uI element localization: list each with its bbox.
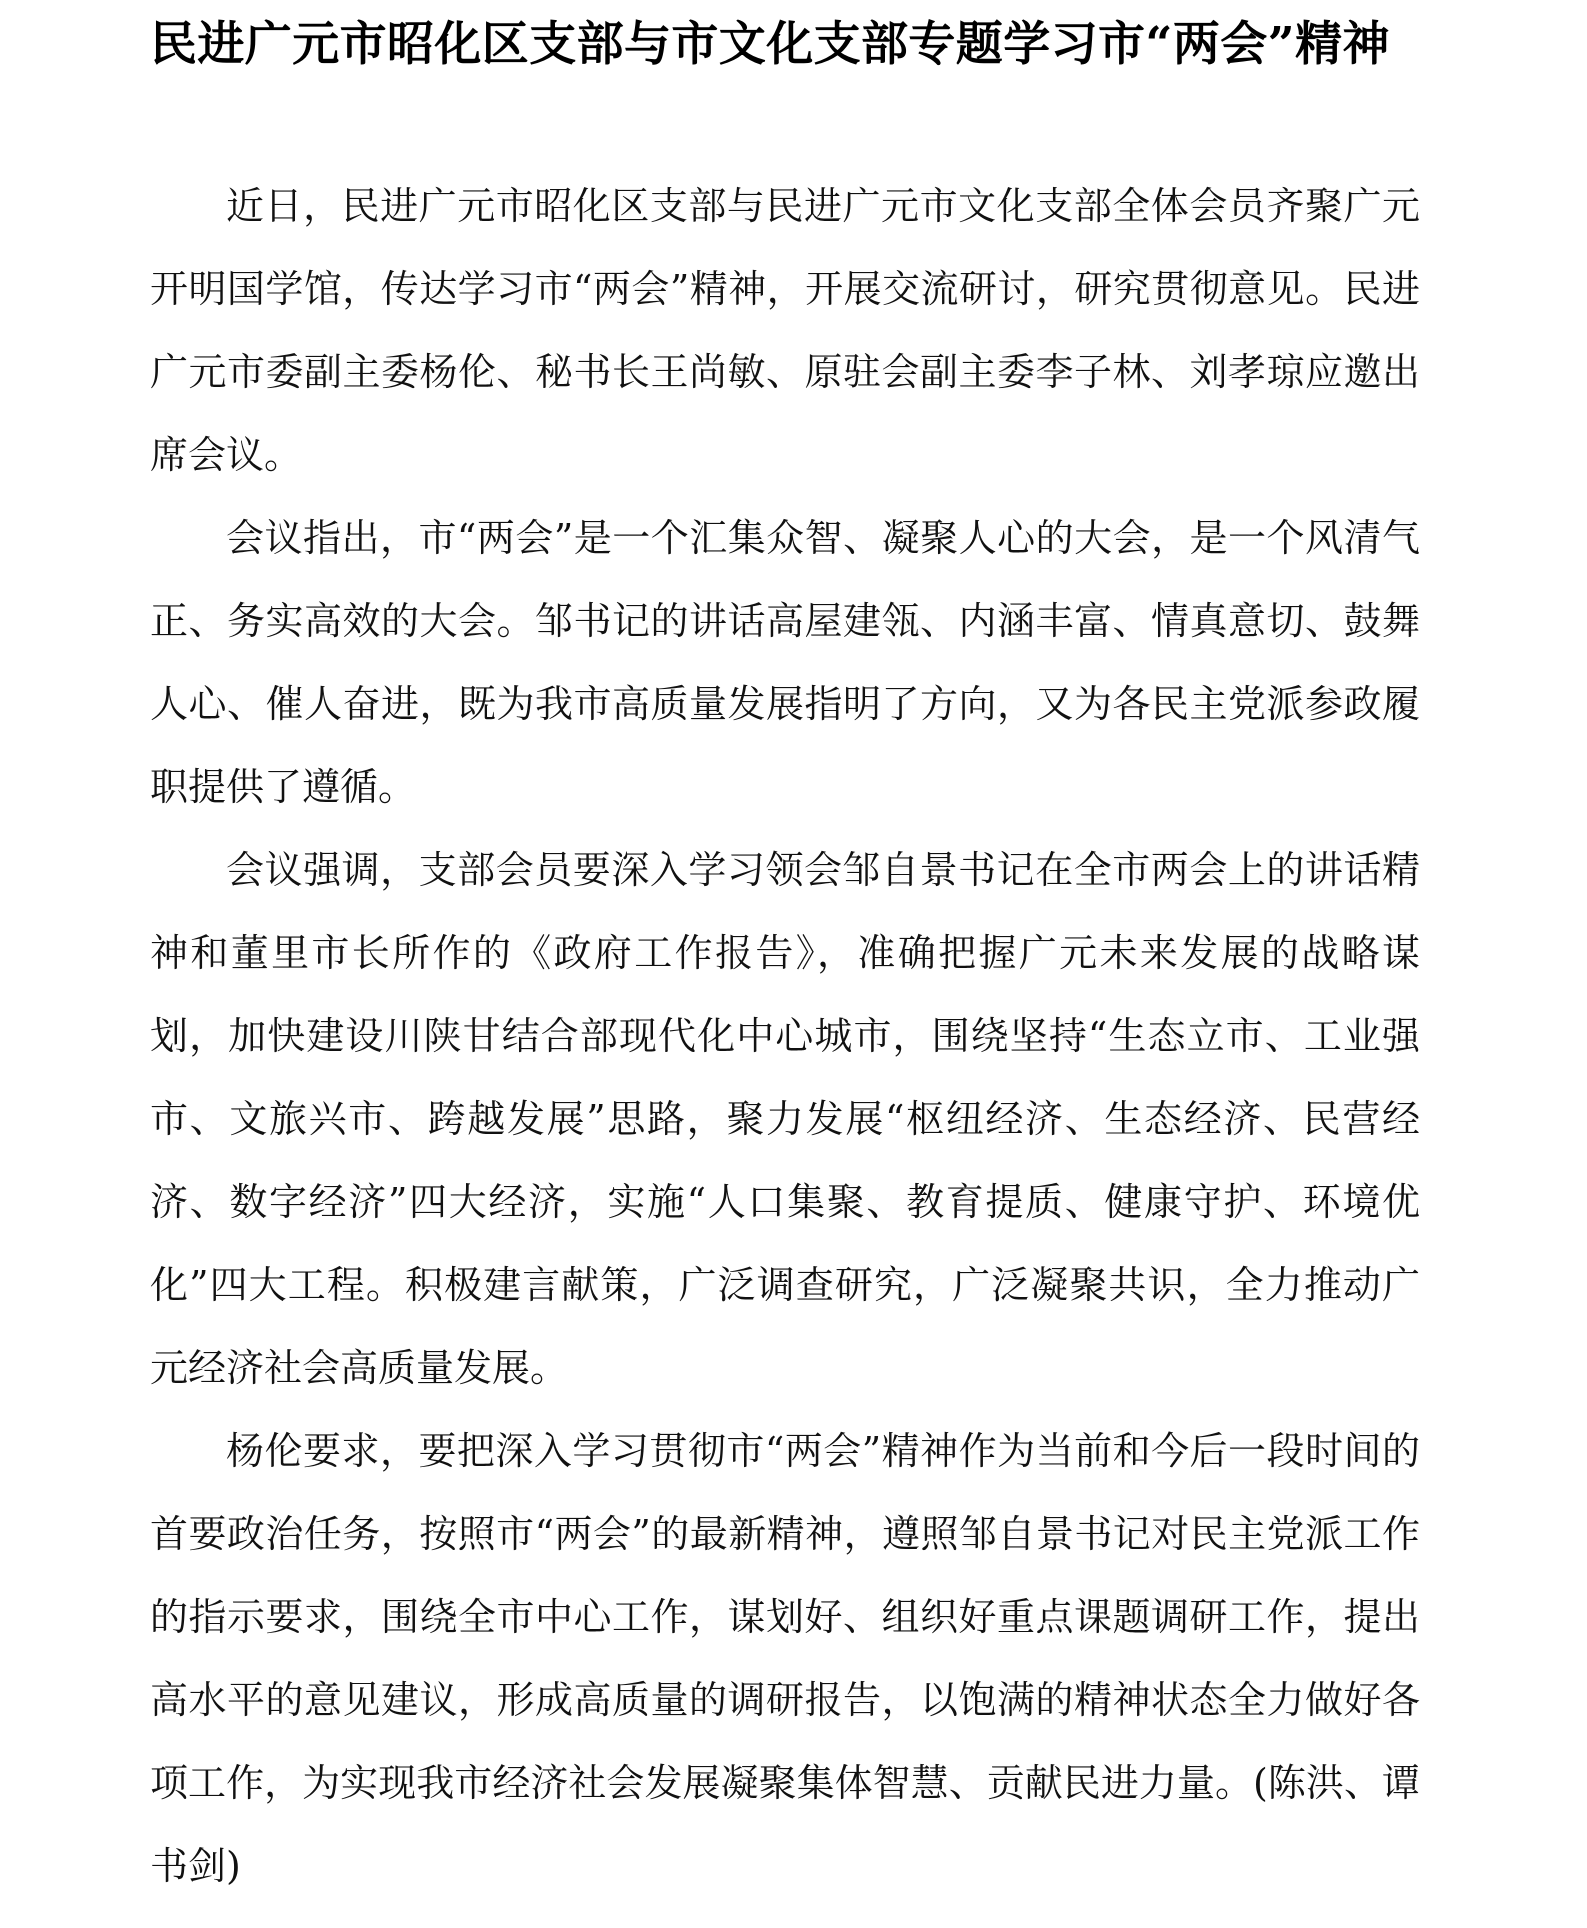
paragraph-2: 会议指出，市“两会”是一个汇集众智、凝聚人心的大会，是一个风清气正、务实高效的大会。邹书记的讲话高屋建瓴、内涵丰富、情真意切、鼓舞人心、催人奋进，既为我市高质量发展指明了方向，又为各民主党派参政履职提供了遵循。 — [150, 516, 1420, 809]
article-title: 民进广元市昭化区支部与市文化支部专题学习市“两会”精神 — [150, 17, 1390, 72]
article-body — [150, 165, 1420, 1908]
paragraph-1: 近日，民进广元市昭化区支部与民进广元市文化支部全体会员齐聚广元开明国学馆，传达学习市“两会”精神，开展交流研讨，研究贯彻意见。民进广元市委副主委杨伦、秘书长王尚敏、原驻会副主委李子林、刘孝琼应邀出席会议。 — [150, 184, 1420, 477]
paragraph-3: 会议强调，支部会员要深入学习领会邹自景书记在全市两会上的讲话精神和董里市长所作的《政府工作报告》，准确把握广元未来发展的战略谋划，加快建设川陕甘结合部现代化中心城市，围绕坚持“生态立市、工业强市、文旅兴市、跨越发展”思路，聚力发展“枢纽经济、生态经济、民营经济、数字经济”四大经济，实施“人口集聚、教育提质、健康守护、环境优化”四大工程。积极建言献策，广泛调查研究，广泛凝聚共识，全力推动广元经济社会高质量发展。 — [150, 848, 1420, 1390]
paragraph-4: 杨伦要求，要把深入学习贯彻市“两会”精神作为当前和今后一段时间的首要政治任务，按照市“两会”的最新精神，遵照邹自景书记对民主党派工作的指示要求，围绕全市中心工作，谋划好、组织好重点课题调研工作，提出高水平的意见建议，形成高质量的调研报告，以饱满的精神状态全力做好各项工作，为实现我市经济社会发展凝聚集体智慧、贡献民进力量。(陈洪、谭书剑) — [150, 1429, 1420, 1888]
